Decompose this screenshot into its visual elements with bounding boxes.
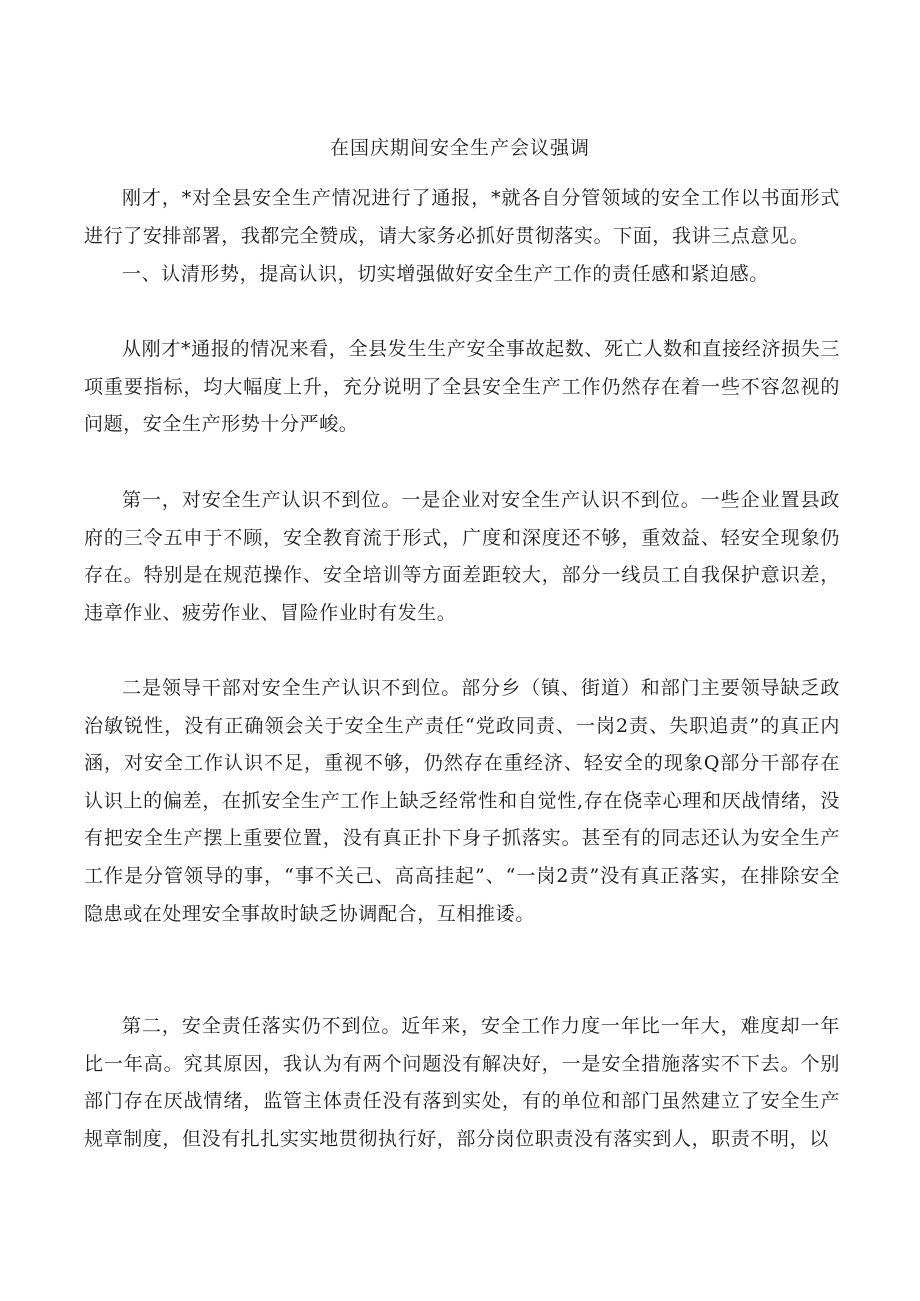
paragraph-leaders: 二是领导干部对安全生产认识不到位。部分乡（镇、街道）和部门主要领导缺乏政治敏锐性，没有正确领会关于安全生产责任“党政同责、一岗2责、失职追责”的真正内涵，对安全工作认识不足，重视不够，仍然存在重经济、轻安全的现象Q部分干部存在认识上的偏差，在抓安全生产工作上缺乏经常性和自觉性,存在侥幸心理和厌战情绪，没有把安全生产摆上重要位置，没有真正扑下身子抓落实。甚至有的同志还认为安全生产工作是分管领导的事，“事不关己、高高挂起”、“一岗2责”没有真正落实，在排除安全隐患或在处理安全事故时缺乏协调配合，互相推诿。 — [84, 677, 840, 925]
paragraph-first-point: 第一，对安全生产认识不到位。一是企业对安全生产认识不到位。一些企业置县政府的三令五申于不顾，安全教育流于形式，广度和深度还不够，重效益、轻安全现象仍存在。特别是在规范操作、安全培训等方面差距较大，部分一线员工自我保护意识差，违章作业、疲劳作业、冒险作业时有发生。 — [84, 489, 840, 624]
paragraph-heading-one: 一、认清形势，提高认识，切实增强做好安全生产工作的责任感和紧迫感。 — [122, 263, 769, 285]
document-title: 在国庆期间安全生产会议强调 — [329, 137, 590, 159]
paragraph-opening: 刚才，*对全县安全生产情况进行了通报，*就各自分管领域的安全工作以书面形式进行了安排部署，我都完全赞成，请大家务必抓好贯彻落实。下面，我讲三点意见。 — [84, 187, 840, 247]
paragraph-second-point: 第二，安全责任落实仍不到位。近年来，安全工作力度一年比一年大，难度却一年比一年高。究其原因，我认为有两个问题没有解决好，一是安全措施落实不下去。个别部门存在厌战情绪，监管主体责任没有落到实处，有的单位和部门虽然建立了安全生产规章制度，但没有扎扎实实地贯彻执行好，部分岗位职责没有落实到人，职责不明，以 — [84, 1015, 840, 1150]
paragraph-situation: 从刚才*通报的情况来看，全县发生生产安全事故起数、死亡人数和直接经济损失三项重要指标，均大幅度上升，充分说明了全县安全生产工作仍然存在着一些不容忽视的问题，安全生产形势十分严峻。 — [84, 338, 840, 436]
